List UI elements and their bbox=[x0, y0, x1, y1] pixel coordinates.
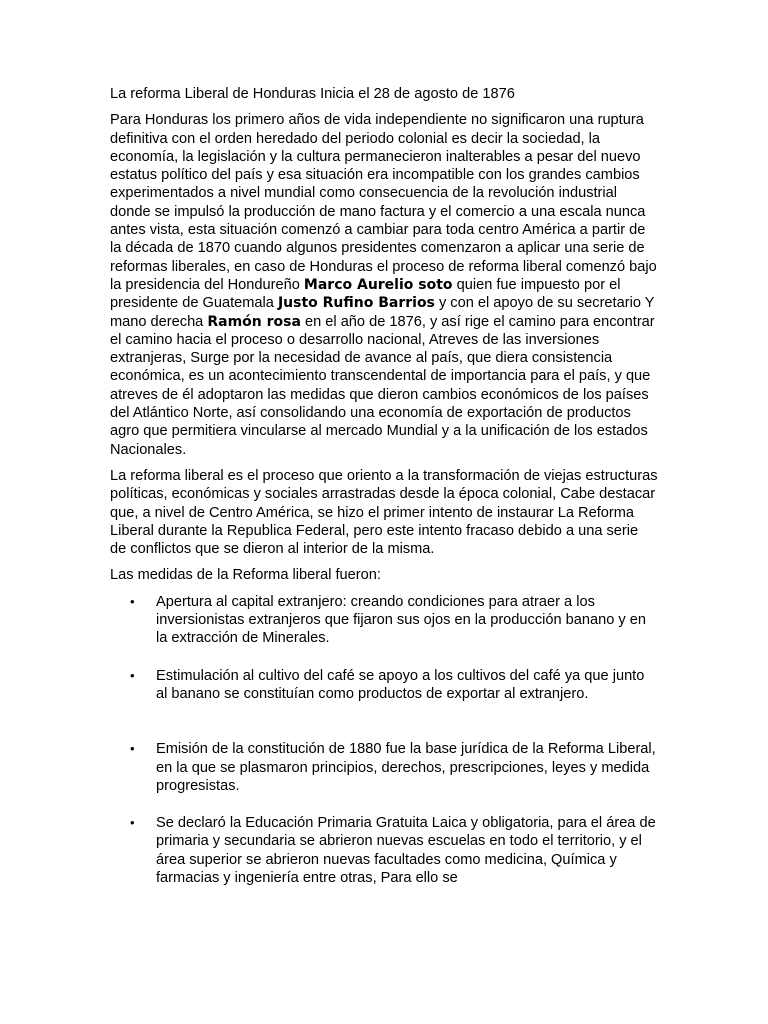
list-item bbox=[110, 740, 658, 795]
bullet-icon: • bbox=[130, 593, 135, 609]
bullet-icon: • bbox=[130, 667, 135, 683]
list-item bbox=[110, 667, 658, 704]
list-item bbox=[110, 593, 658, 648]
list-item-text: Estimulación al cultivo del café se apoyo a los cultivos del café ya que junto al banano se constituían como productos de exportar al extranjero. bbox=[156, 667, 645, 702]
paragraph-1-text-a: Para Honduras los primero años de vida independiente no significaron una ruptura definitiva con el orden heredado del periodo colonial es decir la sociedad, la economía, la legislación y la cultura permanecieron inalterables a pesar del nuevo estatus político del país y esa situación era incompatible con los grandes cambios experimentados a nivel mundial como consecuencia de la revolución industrial donde se impulsó la producción de mano factura y el comercio a una escala nunca antes vista, esta situación comenzó a cambiar para toda centro América a partir de la década de 1870 cuando algunos presidentes comenzaron a aplicar una serie de reformas liberales, en caso de Honduras el proceso de reforma liberal comenzó bajo la presidencia del Hondureño bbox=[110, 112, 657, 293]
document-title: La reforma Liberal de Honduras Inicia el 28 de agosto de 1876 bbox=[110, 86, 515, 102]
paragraph-1-text-d: en el año de 1876, y así rige el camino para encontrar el camino hacia el proceso o desarrollo nacional, Atreves de las inversiones extranjeras, Surge por la necesidad de avance al país, que diera consistencia económica, es un acontecimiento transcendental de importancia para el país, y que atreves de él adoptaron las medidas que dieron cambios económicos de los países del Atlántico Norte, así consolidando una economía de exportación de productos agro que permitiera vincularse al mercado Mundial y a la unificación de los estados Nacionales. bbox=[110, 313, 655, 458]
list-item bbox=[110, 814, 658, 887]
document-page bbox=[110, 85, 658, 887]
bullet-icon: • bbox=[130, 741, 135, 757]
paragraph-1 bbox=[110, 111, 658, 459]
paragraph-1-text-b: quien fue impuesto por el presidente de Guatemala bbox=[110, 276, 621, 312]
name-ramon-rosa: Ramón rosa bbox=[207, 313, 301, 330]
paragraph-2: La reforma liberal es el proceso que oriento a la transformación de viejas estructuras políticas, económicas y sociales arrastradas desde la época colonial, Cabe destacar que, a nivel de Centro América, se hizo el primer intento de instaurar La Reforma Liberal durante la Republica Federal, pero este intento fracaso debido a una serie de conflictos que se dieron al interior de la misma. bbox=[110, 467, 658, 558]
name-justo-rufino-barrios: Justo Rufino Barrios bbox=[277, 295, 435, 312]
paragraph-1-text-c: y con el apoyo de su secretario Y mano derecha bbox=[110, 295, 655, 330]
paragraph-3: Las medidas de la Reforma liberal fueron: bbox=[110, 567, 381, 584]
bullet-icon: • bbox=[130, 815, 135, 831]
list-item-text: Emisión de la constitución de 1880 fue la base jurídica de la Reforma Liberal, en la que se plasmaron principios, derechos, prescripciones, leyes y medida progresistas. bbox=[156, 741, 656, 794]
reform-measures-list bbox=[110, 593, 658, 888]
name-marco-aurelio-soto: Marco Aurelio soto bbox=[303, 276, 453, 293]
list-item-text: Se declaró la Educación Primaria Gratuita Laica y obligatoria, para el área de primaria y secundaria se abrieron nuevas escuelas en todo el territorio, y el área superior se abrieron nuevas facultades como medicina, Química y farmacias y ingeniería entre otras, Para ello se bbox=[156, 815, 656, 886]
list-item-text: Apertura al capital extranjero: creando condiciones para atraer a los inversionistas extranjeros que fijaron sus ojos en la producción banano y en la extracción de Minerales. bbox=[156, 593, 646, 647]
